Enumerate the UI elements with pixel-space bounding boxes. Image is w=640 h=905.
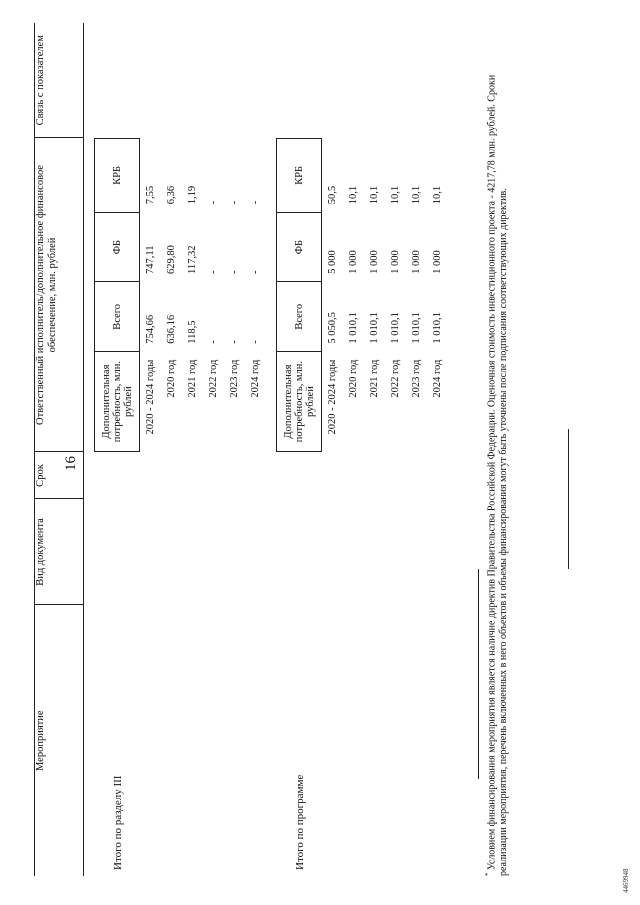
cell-fb: - xyxy=(208,270,219,274)
cell-fb: 1 000 xyxy=(432,250,443,274)
cell-period: 2020 год xyxy=(166,359,177,398)
cell-total: 118,5 xyxy=(187,320,198,344)
table-row xyxy=(203,139,224,452)
page-number: 16 xyxy=(63,456,79,471)
table-row xyxy=(427,139,448,452)
table-row xyxy=(140,139,162,452)
file-id: 4469948 xyxy=(622,868,630,893)
table-row xyxy=(406,139,427,452)
cell-fb: 1 000 xyxy=(369,250,380,274)
table-row xyxy=(245,139,266,452)
sub-header-need: Дополнительная потребность, млн. рублей xyxy=(95,352,140,452)
sub-header-fb: ФБ xyxy=(277,212,322,282)
table-row xyxy=(385,139,406,452)
sub-header-total: Всего xyxy=(95,282,140,352)
cell-krb: 10,1 xyxy=(390,185,401,205)
table-row xyxy=(224,139,245,452)
section-row xyxy=(266,23,448,876)
cell-fb: 117,32 xyxy=(187,245,198,274)
cell-fb: 1 000 xyxy=(348,250,359,274)
cell-period: 2023 год xyxy=(229,359,240,398)
cell-krb: 10,1 xyxy=(348,185,359,205)
cell-total: - xyxy=(208,340,219,344)
footnote xyxy=(482,36,510,876)
cell-total: 5 050,5 xyxy=(327,312,338,344)
cell-period: 2021 год xyxy=(369,359,380,398)
cell-krb: 10,1 xyxy=(432,185,443,205)
cell-krb: 6,36 xyxy=(166,185,177,205)
cell-fb: 629,80 xyxy=(166,245,177,274)
finance-subtable xyxy=(276,138,448,452)
cell-total: 1 010,1 xyxy=(432,312,443,344)
footnote-divider xyxy=(478,569,479,779)
cell-total: - xyxy=(229,340,240,344)
header-doc-type: Вид документа xyxy=(35,499,84,605)
cell-total: 1 010,1 xyxy=(411,312,422,344)
divider-line xyxy=(568,429,569,569)
table-row xyxy=(364,139,385,452)
cell-period: 2021 год xyxy=(187,359,198,398)
sub-header-fb: ФБ xyxy=(95,212,140,282)
cell-krb: 10,1 xyxy=(369,185,380,205)
section-title: Итого по разделу III xyxy=(112,775,124,870)
cell-period: 2020 - 2024 годы xyxy=(145,359,156,435)
footnote-text: Условием финансирования мероприятия является наличие директив Правительства Российской Федерации. Оценочная стоимость инвестиционного проекта - 4217,78 млн. рублей. Сроки реализации мероприятия, перечень включенных в него объектов и объемы финансирования могут быть уточнены после подписания соответствующих директив. xyxy=(486,74,510,876)
cell-period: 2020 год xyxy=(348,359,359,398)
cell-fb: 1 000 xyxy=(411,250,422,274)
cell-period: 2024 год xyxy=(432,359,443,398)
cell-krb: 7,55 xyxy=(145,185,156,205)
header-responsible: Ответственный исполнитель/дополнительное финансовое обеспечение, млн. рублей xyxy=(35,138,84,452)
cell-period: 2023 год xyxy=(411,359,422,398)
cell-krb: - xyxy=(208,200,219,205)
sub-header-need: Дополнительная потребность, млн. рублей xyxy=(277,352,322,452)
sub-header-total: Всего xyxy=(277,282,322,352)
cell-total: 636,16 xyxy=(166,314,177,344)
cell-krb: - xyxy=(229,200,240,205)
cell-krb: 1,19 xyxy=(187,185,198,205)
table-row xyxy=(343,139,364,452)
header-event: Мероприятие xyxy=(35,605,84,876)
cell-fb: 1 000 xyxy=(390,250,401,274)
cell-fb: 747,11 xyxy=(145,245,156,274)
section-row xyxy=(84,23,267,876)
program-table xyxy=(34,23,448,876)
header-indicator-link: Связь с показателем xyxy=(35,23,84,138)
cell-period: 2020 - 2024 годы xyxy=(327,359,338,435)
cell-fb: - xyxy=(250,270,261,274)
cell-krb: 10,1 xyxy=(411,185,422,205)
table-row xyxy=(161,139,182,452)
cell-total: 1 010,1 xyxy=(390,312,401,344)
footnote-mark: * xyxy=(484,872,492,876)
sub-header-krb: КРБ xyxy=(277,139,322,213)
cell-period: 2022 год xyxy=(390,359,401,398)
header-term: Срок xyxy=(35,452,84,499)
section-title: Итого по программе xyxy=(294,774,306,870)
cell-period: 2024 год xyxy=(250,359,261,398)
finance-subtable xyxy=(94,138,266,452)
cell-total: 754,66 xyxy=(145,314,156,344)
sub-header-krb: КРБ xyxy=(95,139,140,213)
table-row xyxy=(322,139,344,452)
cell-fb: 5 000 xyxy=(327,250,338,274)
cell-krb: - xyxy=(250,200,261,205)
cell-total: - xyxy=(250,340,261,344)
cell-fb: - xyxy=(229,270,240,274)
cell-period: 2022 год xyxy=(208,359,219,398)
table-header-row xyxy=(35,23,84,876)
table-row xyxy=(182,139,203,452)
cell-total: 1 010,1 xyxy=(348,312,359,344)
cell-total: 1 010,1 xyxy=(369,312,380,344)
cell-krb: 50,5 xyxy=(327,185,338,205)
